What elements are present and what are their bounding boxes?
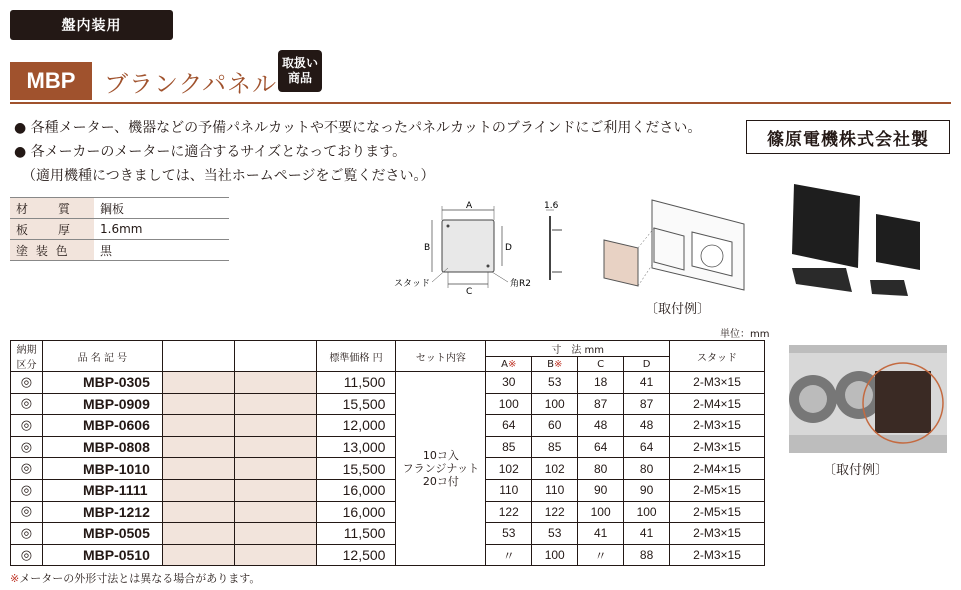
dim-a: 30 — [486, 372, 532, 394]
header-d: D — [624, 357, 670, 372]
dim-a: 100 — [486, 393, 532, 415]
feature-bullets — [14, 116, 701, 188]
blank-cell — [234, 415, 316, 437]
maker-box: 篠原電機株式会社製 — [746, 120, 950, 154]
dim-b: 110 — [532, 479, 578, 501]
dim-d: 90 — [624, 479, 670, 501]
table-row — [11, 479, 765, 501]
delivery-mark: ◎ — [11, 479, 43, 501]
title-rule — [10, 102, 951, 104]
part-number: MBP-0305 — [42, 372, 162, 394]
delivery-mark: ◎ — [11, 501, 43, 523]
handling-badge-line2: 商品 — [287, 71, 312, 85]
delivery-mark: ◎ — [11, 436, 43, 458]
thickness-label: 1.6 — [544, 201, 559, 211]
blank-cell — [234, 479, 316, 501]
header-stud: スタッド — [670, 341, 765, 372]
set-content — [396, 372, 486, 566]
blank-cell — [234, 458, 316, 480]
table-row — [11, 372, 765, 394]
price: 12,500 — [316, 544, 396, 566]
dim-a: 102 — [486, 458, 532, 480]
spec-row — [10, 219, 229, 240]
corner-label: 角R2 — [510, 279, 531, 289]
header-a: A※ — [486, 357, 532, 372]
mounting-photo — [789, 345, 947, 453]
dim-d: 64 — [624, 436, 670, 458]
dim-b-label: B — [424, 243, 431, 253]
table-row — [11, 501, 765, 523]
blank-cell — [234, 544, 316, 566]
spec-key: 材 質 — [10, 198, 94, 219]
dim-stud: 2-M4×15 — [670, 458, 765, 480]
footnote: ※メーターの外形寸法とは異なる場合があります。 — [10, 572, 261, 585]
blank-cell — [162, 458, 234, 480]
dim-a: 110 — [486, 479, 532, 501]
price: 11,500 — [316, 372, 396, 394]
blank-cell — [162, 436, 234, 458]
table-row — [11, 523, 765, 545]
dim-a: 85 — [486, 436, 532, 458]
delivery-mark: ◎ — [11, 393, 43, 415]
dim-a: 53 — [486, 523, 532, 545]
header-c: C — [578, 357, 624, 372]
mounting-caption-2: 〔取付例〕 — [823, 463, 889, 478]
dim-stud: 2-M3×15 — [670, 523, 765, 545]
dim-b: 60 — [532, 415, 578, 437]
spec-key: 塗 装 色 — [10, 240, 94, 261]
spec-key: 板 厚 — [10, 219, 94, 240]
dim-c: 87 — [578, 393, 624, 415]
spec-row — [10, 198, 229, 219]
part-number: MBP-0808 — [42, 436, 162, 458]
dim-stud: 2-M4×15 — [670, 393, 765, 415]
table-row — [11, 458, 765, 480]
model-badge: MBP — [10, 62, 92, 100]
delivery-mark: ◎ — [11, 523, 43, 545]
mounting-caption-1: 〔取付例〕 — [645, 302, 711, 317]
table-row — [11, 393, 765, 415]
product-samples — [786, 184, 951, 304]
dim-a: 〃 — [486, 544, 532, 566]
part-number: MBP-0909 — [42, 393, 162, 415]
dim-c: 18 — [578, 372, 624, 394]
header-set: セット内容 — [396, 341, 486, 372]
blank-cell — [162, 479, 234, 501]
dimension-diagram — [392, 198, 782, 298]
part-number: MBP-0606 — [42, 415, 162, 437]
blank-cell — [234, 372, 316, 394]
price: 15,500 — [316, 458, 396, 480]
dim-stud: 2-M5×15 — [670, 479, 765, 501]
dim-d: 87 — [624, 393, 670, 415]
dim-c-label: C — [466, 287, 473, 297]
blank-cell — [162, 501, 234, 523]
blank-cell — [234, 436, 316, 458]
part-number: MBP-0510 — [42, 544, 162, 566]
price: 16,000 — [316, 479, 396, 501]
header-b: B※ — [532, 357, 578, 372]
dim-c: 100 — [578, 501, 624, 523]
price: 11,500 — [316, 523, 396, 545]
set-content-line: 10コ入 — [422, 449, 459, 463]
dim-d: 41 — [624, 372, 670, 394]
table-row — [11, 544, 765, 566]
dim-c: 〃 — [578, 544, 624, 566]
blank-cell — [162, 415, 234, 437]
blank-cell — [234, 501, 316, 523]
header-blank-1 — [162, 341, 234, 372]
product-table — [10, 340, 765, 566]
price: 16,000 — [316, 501, 396, 523]
spec-value: 黒 — [94, 240, 229, 261]
dim-b: 53 — [532, 523, 578, 545]
dim-stud: 2-M5×15 — [670, 501, 765, 523]
dim-b: 102 — [532, 458, 578, 480]
stud-label: スタッド — [394, 279, 431, 289]
spec-value: 1.6mm — [94, 219, 229, 240]
unit-note: 単位：mm — [720, 329, 770, 340]
price: 12,000 — [316, 415, 396, 437]
delivery-mark: ◎ — [11, 372, 43, 394]
dim-a: 64 — [486, 415, 532, 437]
dim-d-label: D — [505, 243, 512, 253]
dim-d: 100 — [624, 501, 670, 523]
price: 15,500 — [316, 393, 396, 415]
part-number: MBP-1212 — [42, 501, 162, 523]
dim-b: 85 — [532, 436, 578, 458]
dim-c: 64 — [578, 436, 624, 458]
dim-c: 90 — [578, 479, 624, 501]
dim-d: 88 — [624, 544, 670, 566]
dim-a: 122 — [486, 501, 532, 523]
dim-stud: 2-M3×15 — [670, 415, 765, 437]
dim-d: 80 — [624, 458, 670, 480]
blank-cell — [162, 544, 234, 566]
category-tab: 盤内装用 — [10, 10, 173, 40]
dim-b: 100 — [532, 393, 578, 415]
dim-b: 122 — [532, 501, 578, 523]
spec-table — [10, 197, 229, 261]
set-content-line: フランジナット — [402, 462, 480, 476]
set-content-line: 20コ付 — [422, 475, 459, 489]
dim-c: 80 — [578, 458, 624, 480]
handling-badge — [278, 50, 322, 92]
dim-b: 100 — [532, 544, 578, 566]
dim-stud: 2-M3×15 — [670, 436, 765, 458]
part-number: MBP-1010 — [42, 458, 162, 480]
dim-stud: 2-M3×15 — [670, 372, 765, 394]
blank-cell — [234, 393, 316, 415]
price: 13,000 — [316, 436, 396, 458]
blank-cell — [162, 523, 234, 545]
dim-d: 48 — [624, 415, 670, 437]
dim-a-label: A — [466, 201, 473, 211]
product-name: ブランクパネル — [104, 69, 278, 98]
bullet-1: ● 各種メーター、機器などの予備パネルカットや不要になったパネルカットのブラインドにご利用ください。 — [14, 120, 702, 136]
handling-badge-line1: 取扱い — [281, 56, 318, 70]
blank-cell — [234, 523, 316, 545]
spec-value: 鋼板 — [94, 198, 229, 219]
part-number: MBP-0505 — [42, 523, 162, 545]
dim-b: 53 — [532, 372, 578, 394]
header-dims: 寸 法 mm — [486, 341, 670, 357]
spec-row — [10, 240, 229, 261]
delivery-mark: ◎ — [11, 544, 43, 566]
dim-c: 41 — [578, 523, 624, 545]
delivery-mark: ◎ — [11, 458, 43, 480]
table-header-row — [11, 341, 765, 357]
blank-cell — [162, 393, 234, 415]
part-number: MBP-1111 — [42, 479, 162, 501]
header-delivery: 納期 区分 — [11, 341, 43, 372]
delivery-mark: ◎ — [11, 415, 43, 437]
header-blank-2 — [234, 341, 316, 372]
blank-cell — [162, 372, 234, 394]
header-part-no: 品 名 記 号 — [42, 341, 162, 372]
table-row — [11, 415, 765, 437]
bullet-2: ● 各メーカーのメーターに適合するサイズとなっております。 — [14, 144, 407, 160]
dim-d: 41 — [624, 523, 670, 545]
header-price: 標準価格 円 — [316, 341, 396, 372]
dim-c: 48 — [578, 415, 624, 437]
table-row — [11, 436, 765, 458]
dim-stud: 2-M3×15 — [670, 544, 765, 566]
bullet-3: （適用機種につきましては、当社ホームページをご覧ください。） — [22, 168, 435, 184]
product-title — [10, 56, 318, 100]
